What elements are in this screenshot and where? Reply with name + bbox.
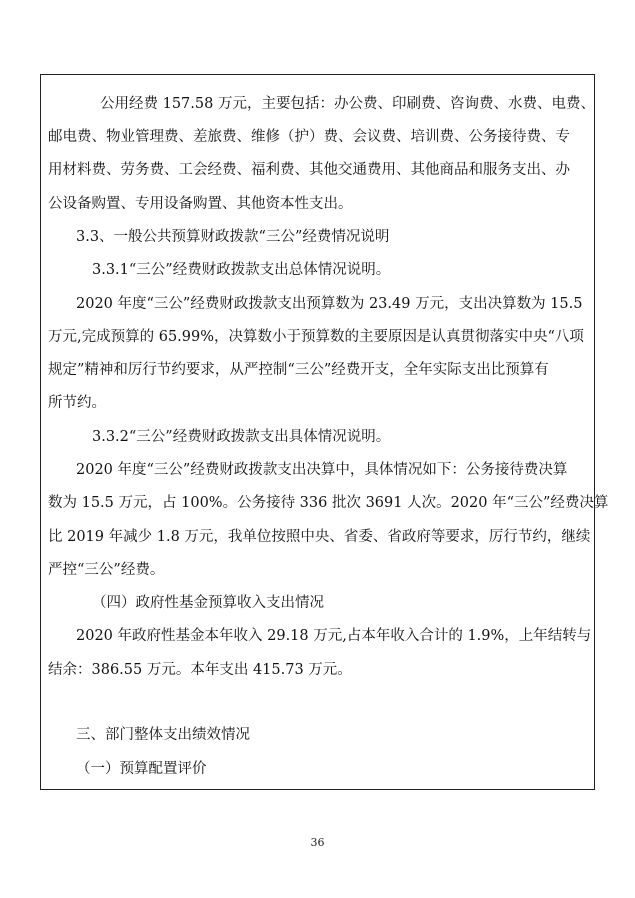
text-line: 邮电费、物业管理费、差旅费、维修（护）费、会议费、培训费、公务接待费、专 bbox=[48, 129, 570, 145]
text-line: 严控“三公”经费。 bbox=[48, 562, 165, 578]
text-line: 2020 年度“三公”经费财政拨款支出预算数为 23.49 万元，支出决算数为 15.5 bbox=[76, 296, 583, 312]
heading-3-3-1: 3.3.1“三公”经费财政拨款支出总体情况说明。 bbox=[92, 262, 391, 278]
text-line: 2020 年政府性基金本年收入 29.18 万元,占本年收入合计的 1.9%，上年结转与 bbox=[76, 628, 592, 644]
text-line: 规定”精神和厉行节约要求，从严控制“三公”经费开支，全年实际支出比预算有 bbox=[48, 362, 549, 378]
text-line: 公设备购置、专用设备购置、其他资本性支出。 bbox=[48, 196, 353, 212]
text-line: 用材料费、劳务费、工会经费、福利费、其他交通费用、其他商品和服务支出、办 bbox=[48, 162, 570, 178]
page-number: 36 bbox=[310, 836, 325, 849]
heading-3-3-2: 3.3.2“三公”经费财政拨款支出具体情况说明。 bbox=[92, 429, 391, 445]
text-line: 比 2019 年减少 1.8 万元，我单位按照中央、省委、省政府等要求，厉行节约，继续 bbox=[48, 529, 591, 545]
text-line: 结余：386.55 万元。本年支出 415.73 万元。 bbox=[48, 662, 352, 678]
heading-section-3: 三、部门整体支出绩效情况 bbox=[76, 727, 250, 743]
text-line: 数为 15.5 万元，占 100%。公务接待 336 批次 3691 人次。2020 年“三公”经费决算 bbox=[48, 495, 609, 511]
heading-section-4: （四）政府性基金预算收入支出情况 bbox=[92, 595, 324, 611]
text-line: 万元,完成预算的 65.99%，决算数小于预算数的主要原因是认真贯彻落实中央“八项 bbox=[48, 329, 584, 345]
text-line: 2020 年度“三公”经费财政拨款支出决算中，具体情况如下：公务接待费决算 bbox=[76, 462, 568, 478]
text-line: 所节约。 bbox=[48, 395, 106, 411]
heading-3-3: 3.3、一般公共预算财政拨款“三公”经费情况说明 bbox=[76, 229, 390, 245]
text-line: 公用经费 157.58 万元，主要包括：办公费、印刷费、咨询费、水费、电费、 bbox=[100, 96, 595, 112]
heading-subsection-1: （一）预算配置评价 bbox=[76, 761, 207, 777]
